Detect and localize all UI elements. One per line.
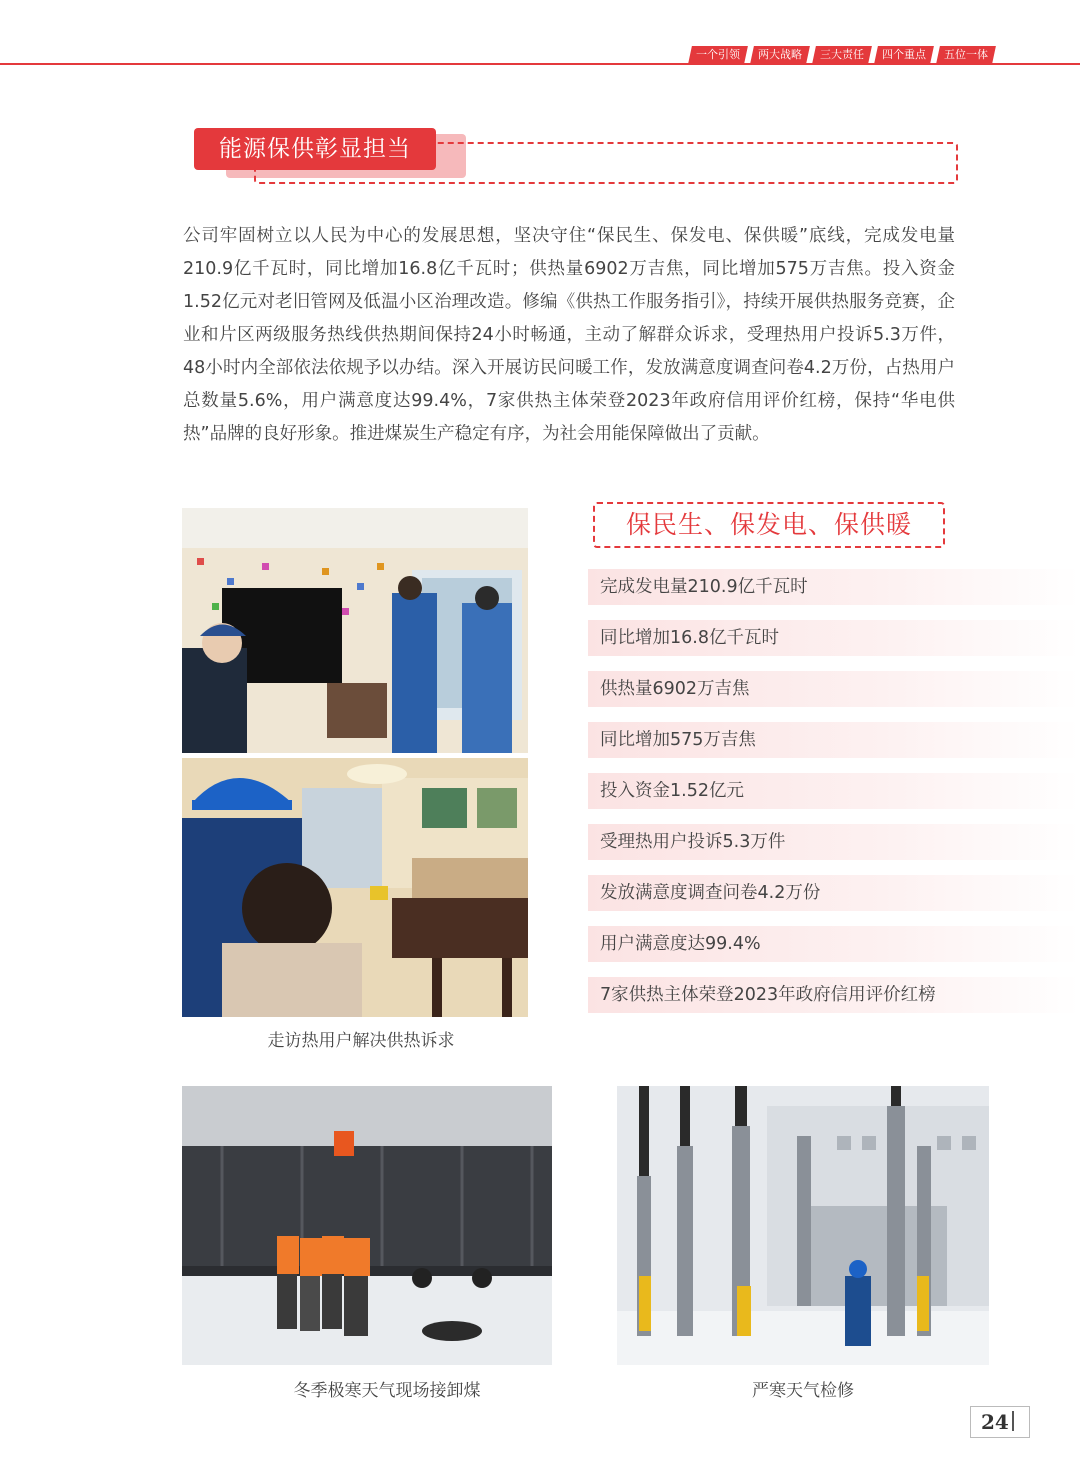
nav-tab[interactable] [812,46,872,64]
body-paragraph: 公司牢固树立以人民为中心的发展思想，坚决守住“保民生、保发电、保供暖”底线，完成发电量210.9亿千瓦时，同比增加16.8亿千瓦时；供热量6902万吉焦，同比增加575万吉焦。投入资金1.52亿元对老旧管网及低温小区治理改造。修编《供热工作服务指引》，持续开展供热服务竞赛，企业和片区两级服务热线供热期间保持24小时畅通，主动了解群众诉求，受理热用户投诉5.3万件，48小时内全部依法依规予以办结。深入开展访民问暖工作，发放满意度调查问卷4.2万份，占热用户总数量5.6%，用户满意度达99.4%，7家供热主体荣登2023年政府信用评价红榜，保持“华电供热”品牌的良好形象。推进煤炭生产稳定有序，为社会用能保障做出了贡献。 [183,226,955,444]
stat-item: 投入资金1.52亿元 [588,773,1080,809]
stat-item: 7家供热主体荣登2023年政府信用评价红榜 [588,977,1080,1013]
caption-repair: 严寒天气检修 [752,1381,854,1401]
nav-tab-label: 一个引领 [696,48,740,61]
nav-tab-label: 两大战略 [758,48,802,61]
section-title: 能源保供彰显担当 [194,128,436,170]
caption-coal: 冬季极寒天气现场接卸煤 [293,1381,481,1401]
photo-winter-repair [617,1086,989,1365]
photo-coal-unloading [182,1086,552,1365]
nav-tab[interactable] [688,46,748,64]
stat-item: 同比增加575万吉焦 [588,722,1080,758]
photo-temperature-check [182,758,528,1017]
nav-tab[interactable] [936,46,996,64]
stat-item: 完成发电量210.9亿千瓦时 [588,569,1080,605]
nav-tab-label: 四个重点 [882,48,926,61]
highlight-title-frame [593,502,945,548]
highlight-list [588,569,1080,1028]
stat-item: 受理热用户投诉5.3万件 [588,824,1080,860]
nav-tab-label: 五位一体 [944,48,988,61]
caption-visit: 走访热用户解决供热诉求 [267,1031,455,1051]
stat-item: 用户满意度达99.4% [588,926,1080,962]
highlight-title: 保民生、保发电、保供暖 [625,510,912,539]
page-number: 24 [970,1406,1030,1438]
section-heading [194,128,956,184]
stat-item: 发放满意度调查问卷4.2万份 [588,875,1080,911]
nav-tab-label: 三大责任 [820,48,864,61]
photo-window-sealing [182,508,528,753]
stat-item: 供热量6902万吉焦 [588,671,1080,707]
page-number-divider [1012,1411,1014,1431]
section-nav [690,46,994,64]
stat-item: 同比增加16.8亿千瓦时 [588,620,1080,656]
nav-tab[interactable] [750,46,810,64]
nav-tab[interactable] [874,46,934,64]
